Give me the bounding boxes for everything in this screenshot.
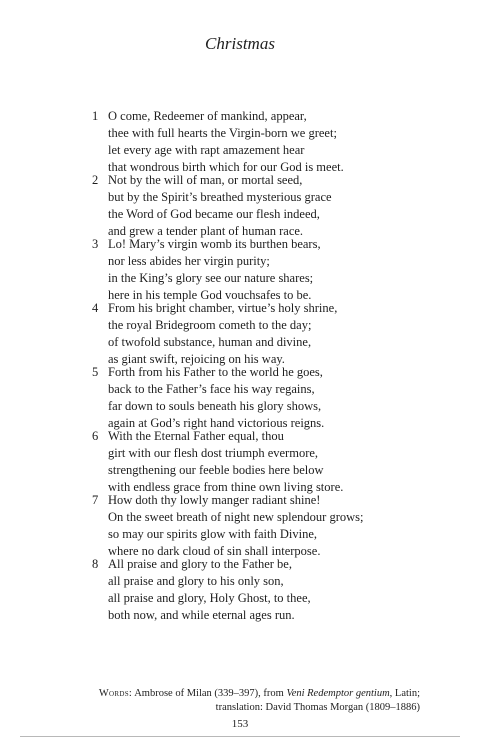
- source-title: Veni Redemptor gentium: [286, 688, 390, 699]
- verse-line: in the King’s glory see our nature shares;: [108, 271, 314, 285]
- verse-line: as giant swift, rejoicing on his way.: [108, 352, 285, 366]
- words-author: Ambrose of Milan (339–397), from: [134, 688, 284, 699]
- verse-line: here in his temple God vouchsafes to be.: [108, 288, 312, 302]
- verse-line: Not by the will of man, or mortal seed,: [108, 173, 303, 187]
- verse-line: the royal Bridegroom cometh to the day;: [108, 318, 312, 332]
- words-label: Words:: [98, 688, 133, 699]
- page-number: 153: [231, 718, 249, 730]
- verse-line: where no dark cloud of sin shall interpose.: [108, 544, 321, 558]
- verse-line: let every age with rapt amazement hear: [108, 143, 305, 157]
- verse-line: all praise and glory to his only son,: [108, 574, 284, 588]
- words-credit: [40, 687, 420, 701]
- verse-number: 8: [92, 557, 99, 571]
- verse-line: all praise and glory, Holy Ghost, to thee,: [108, 591, 311, 605]
- verse-8: [92, 556, 422, 624]
- verse-line: the Word of God became our flesh indeed,: [108, 207, 320, 221]
- verse-line: strengthening our feeble bodies here below: [108, 463, 324, 477]
- page-title: Christmas: [205, 34, 275, 53]
- verse-number: 4: [92, 301, 99, 315]
- verse-line: How doth thy lowly manger radiant shine!: [108, 493, 321, 507]
- bottom-rule: [20, 736, 460, 737]
- verse-line: with endless grace from thine own living store.: [108, 480, 344, 494]
- source-language: , Latin;: [389, 688, 420, 699]
- verse-5: [92, 364, 422, 432]
- hymn-credits: [40, 687, 420, 715]
- verse-7: [92, 492, 422, 560]
- translation-credit: translation: David Thomas Morgan (1809–1886): [215, 702, 420, 713]
- verse-number: 3: [92, 237, 99, 251]
- verse-number: 2: [92, 173, 99, 187]
- verse-number: 7: [92, 493, 99, 507]
- verse-line: back to the Father’s face his way regains,: [108, 382, 315, 396]
- verse-number: 5: [92, 365, 99, 379]
- verse-4: [92, 300, 422, 368]
- verse-line: thee with full hearts the Virgin-born we greet;: [108, 126, 337, 140]
- verse-2: [92, 172, 422, 240]
- verse-line: but by the Spirit’s breathed mysterious grace: [108, 190, 332, 204]
- verse-line: so may our spirits glow with faith Divine,: [108, 527, 318, 541]
- verse-line: that wondrous birth which for our God is meet.: [108, 160, 344, 174]
- verse-line: All praise and glory to the Father be,: [108, 557, 292, 571]
- verse-line: far down to souls beneath his glory shows,: [108, 399, 322, 413]
- verse-line: nor less abides her virgin purity;: [108, 254, 270, 268]
- verse-number: 6: [92, 429, 99, 443]
- verse-line: Forth from his Father to the world he goes,: [108, 365, 323, 379]
- verse-line: again at God’s right hand victorious reigns.: [108, 416, 325, 430]
- verse-3: [92, 236, 422, 304]
- verse-6: [92, 428, 422, 496]
- verse-line: Lo! Mary’s virgin womb its burthen bears,: [108, 237, 321, 251]
- verse-line: girt with our flesh dost triumph evermore,: [108, 446, 319, 460]
- verse-line: From his bright chamber, virtue’s holy shrine,: [108, 301, 338, 315]
- verse-line: both now, and while eternal ages run.: [108, 608, 295, 622]
- verse-line: On the sweet breath of night new splendour grows;: [108, 510, 364, 524]
- verse-1: [92, 108, 422, 176]
- verse-line: O come, Redeemer of mankind, appear,: [108, 109, 307, 123]
- verse-line: of twofold substance, human and divine,: [108, 335, 312, 349]
- verse-line: With the Eternal Father equal, thou: [108, 429, 284, 443]
- verse-number: 1: [92, 109, 99, 123]
- verse-line: and grew a tender plant of human race.: [108, 224, 304, 238]
